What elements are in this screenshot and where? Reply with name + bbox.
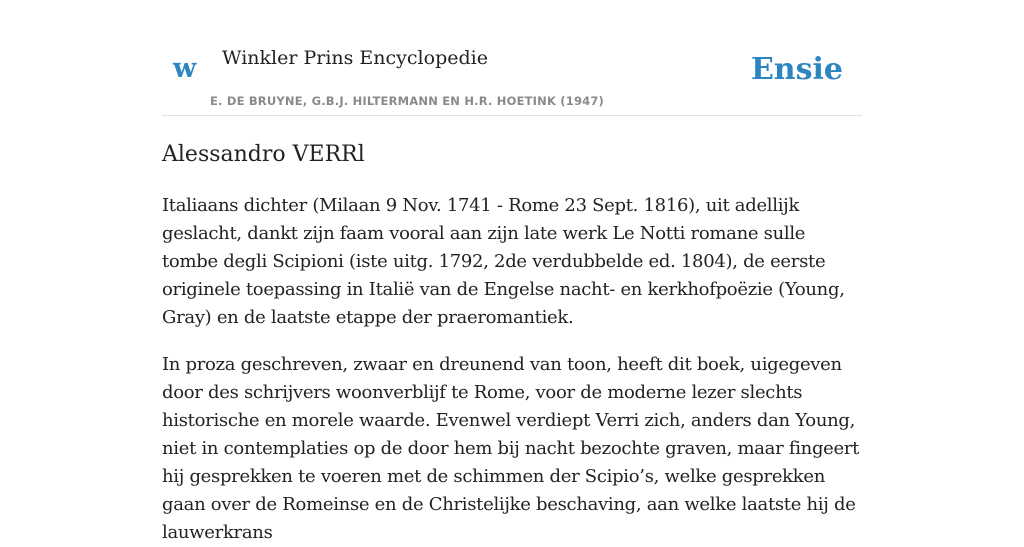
ensie-brand-link[interactable]: Ensie — [750, 52, 843, 87]
authors-line: E. DE BRUYNE, G.B.J. HILTERMANN EN H.R. HOETINK (1947) — [210, 94, 605, 108]
encyclopedia-title: Winkler Prins Encyclopedie — [222, 47, 488, 69]
article-title: Alessandro VERRl — [162, 142, 365, 167]
article-paragraph: Italiaans dichter (Milaan 9 Nov. 1741 - Rome 23 Sept. 1816), uit adellijk geslacht, dankt zijn faam vooral aan zijn late werk Le Notti romane sulle tombe degli Scipioni (iste uitg. 1792, 2de verdubbelde ed. 1804), de eerste originele toepassing in Italië van de Engelse nacht- en kerkhofpoëzie (Young, Gray) en de laatste etappe der praeromantiek. — [162, 195, 845, 328]
site-header — [162, 0, 862, 116]
winkler-prins-logo[interactable]: w — [173, 53, 197, 84]
article-paragraph: In proza geschreven, zwaar en dreunend van toon, heeft dit boek, uigegeven door des schrijvers woonverblijf te Rome, voor de moderne lezer slechts historische en morele waarde. Evenwel verdiept Verri zich, anders dan Young, niet in contemplaties op de door hem bij nacht bezochte graven, maar fingeert hij gesprekken te voeren met de schimmen der Scipio’s, welke gesprekken gaan over de Romeinse en de Christelijke beschaving, aan welke laatste hij de lauwerkrans — [162, 354, 860, 543]
article — [162, 140, 862, 547]
